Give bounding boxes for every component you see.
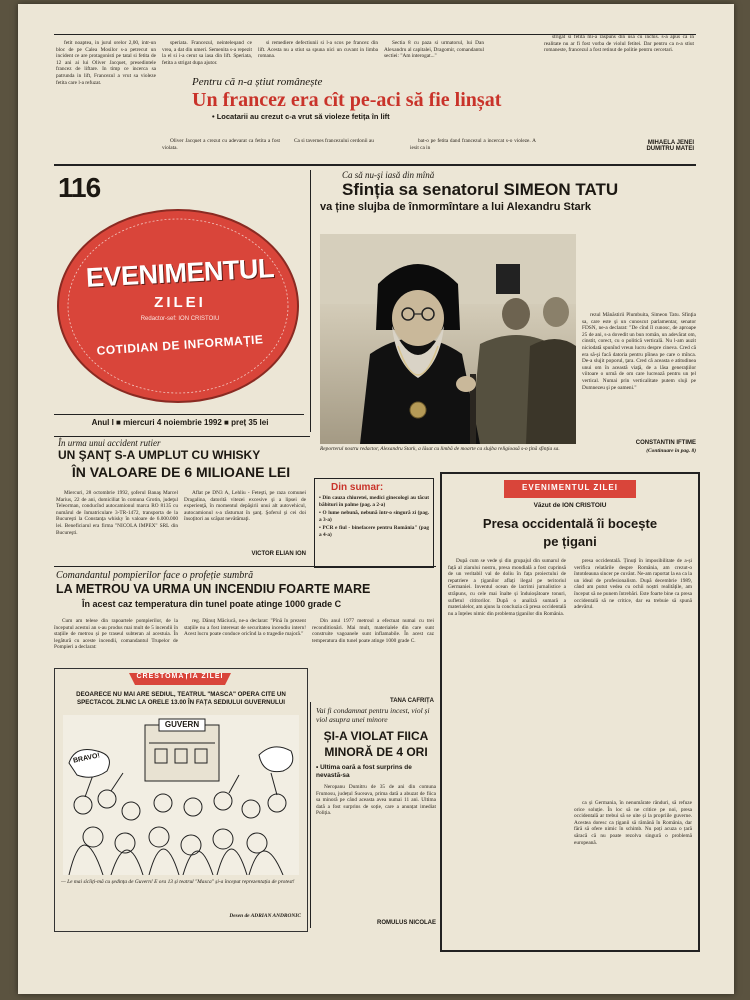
viol-body: Neropanu Dumitru de 35 de ani din comuna Frumosu, județul Suceava, prima dată a abuzat de fiica sa minoră pe când aceasta avea numai 11 ani. Ultima dată a fost surprins de soție, care a anunțat imediat Poliția. bbox=[316, 784, 436, 817]
top-col-2: speriata. Francezul, neinteleqand ce vrea, a dat din umeri. Semenita s-a repezit la el si i-a cerut sa iasa din lift. Speriata, fetita a strigat dupa ajutor. bbox=[162, 40, 252, 66]
sumar-title: Din sumar: bbox=[331, 482, 384, 493]
tatu-continued: (Continuare în pag. 8) bbox=[646, 448, 696, 454]
cartoon-text: DEOARECE NU MAI ARE SEDIUL, TEATRUL "MASCA" OPERA CITE UN SPECTACOL ZILNIC LA ORELE 13.00 ÎN FAȚA SEDIULUI GUVERNULUI bbox=[76, 691, 286, 706]
masthead-subtitle: ZILEI bbox=[154, 294, 206, 311]
metrou-byline: TANA CAFRIȚA bbox=[390, 698, 434, 704]
viol-kicker: Vai fi condamnat pentru incest, viol și viol asupra unei minore bbox=[316, 706, 430, 724]
crowd-drawing bbox=[63, 715, 299, 875]
viol-headline-2: MINORĂ DE 4 ORI bbox=[324, 745, 428, 759]
metrou-col-2: reg. Dănuț Măciucă, ne-a declarat: "Pînă în prezent stațiile nu a fost interesat de securitatea incendiu intern! Acest lucru poate conduce oricînd la o tragedie majoră." bbox=[184, 618, 306, 638]
cartoon-sign: GUVERN bbox=[164, 720, 200, 729]
whisky-headline-1: UN ŞANŢ S-A UMPLUT CU WHISKY bbox=[58, 448, 261, 462]
top-authors bbox=[584, 140, 694, 152]
tatu-headline-1: Sfinția sa senatorul SIMEON TATU bbox=[342, 180, 619, 199]
metrou-story bbox=[54, 570, 436, 666]
viol-headline-1: ȘI-A VIOLAT FIICA bbox=[323, 729, 429, 743]
top-headline-box bbox=[162, 76, 540, 134]
whisky-kicker: În urma unui accident rutier bbox=[58, 438, 161, 448]
cristoiu-logo: EVENIMENTUL ZILEI bbox=[522, 483, 618, 492]
tatu-caption: Reporterul nostru redactor, Alexandru Stark, a lăsat cu limbă de moarte ca slujba religioasă s-o ţină sfinţia sa. bbox=[320, 446, 560, 452]
top-below-3: bat-o pe fetita dand francezul a incercat s-o violeze. A iesit ca in bbox=[410, 138, 536, 151]
whisky-byline: VICTOR ELIAN ION bbox=[251, 551, 306, 557]
priest-figure bbox=[320, 234, 576, 444]
masthead-dateline: Anul I ■ miercuri 4 noiembrie 1992 ■ preț 35 lei bbox=[91, 418, 269, 427]
tatu-headline-2: va ține slujba de înmormîntare a lui Alexandru Stark bbox=[320, 201, 592, 213]
masthead bbox=[54, 170, 306, 432]
viol-bullet: • Ultima oară a fost surprins de nevastă-sa bbox=[316, 764, 412, 779]
whisky-story bbox=[54, 438, 308, 556]
cartoon-caption: — Le mai sîcîiți-mă cu ședința de Guvern! E ora 13 și teatrul "Masca" și-a început reprezentația de protest! bbox=[61, 879, 295, 885]
metrou-kicker: Comandantul pompierilor face o profeție sumbră bbox=[56, 570, 254, 581]
viol-story bbox=[316, 706, 436, 928]
cristoiu-col-1: După cum se vede și din grupajul din sumarul de față al ziarului nostru, presa mondială a fost cuprinsă de un veritabil val de doliu în fața proiectului de repatriere a țiganilor aflați ilegal pe teritoriul Germaniei. Inventul ocean de lacrimi jurnalistice a străpuns, cu cele mai înalte și înduioșătoare tonuri, sufletul cititorilor. După o analiză sumară a materialelor, am ajuns la concluzia că presa occidentală nu a înțeles nimic din problema țiganilor din România. bbox=[448, 558, 566, 617]
author-2: DUMITRU MATEI bbox=[646, 146, 694, 152]
sumar-box bbox=[314, 478, 434, 568]
cristoiu-headline-1: Presa occidentală îi bocește bbox=[482, 516, 658, 531]
cartoon-drawing bbox=[63, 715, 299, 875]
top-col-1: fetit noaptea, in jurul orelor 2,00, intr-un bloc de pe Calea Mosilor s-a petrecut un incident ce are protagonisti pe tatal si fetita de 12 ani ai lui Oliver Jacquet, presedintele francez de liftare. In timp ce incerca sa patrunda in lift, Francezul a vrut sa violeze fetita care l-a refuzat. bbox=[56, 40, 156, 86]
tatu-kicker: Ca să nu-şi iasă din mînă bbox=[342, 170, 435, 180]
cristoiu-box bbox=[440, 472, 700, 952]
whisky-col-1: Miercuri, 28 octombrie 1992, şoferul Banaş Marcel Marius, 22 de ani, domiciliat în comuna Grotin, judeţul Teleorman, conducînd autocamionul marca RO 8135 cu numărul de înmatriculare 3-TR-1472, transporta de la Bucureşti la Constanţa whisky în valoare de 6.000.000 lei. Beneficiarul era firma "NICOLA IMPEX" SRL din Bucureşti. bbox=[56, 490, 178, 536]
cristoiu-label: Văzut de ION CRISTOIU bbox=[533, 502, 607, 509]
sumar-item-2: • O lume nebună, nebună într-o singură zi (pag. a 3-a) bbox=[319, 510, 429, 523]
metrou-col-3: Din anul 1977 metroul a efectuat numai cu trei reconditionări. Mai mult, materialele din care sunt construite vagoanele sunt inflamabile. În acest caz temperatura din tunel poate atinge 1000 grade C. bbox=[312, 618, 434, 644]
tatu-body: rezul Mănăstirii Plumbuita, Simeon Tatu. Sfinţia sa, care este şi un cunoscut parlamentar, senator FDSN, ne-a declarat: "De cînd îl cunosc, de aproape 25 de ani, s-a dovedit un bun român, un adevărat om, cinstit, corect, cu o politică verticală. Nu l-am auzit niciodată spunînd vreun lucru despre cineva. Cred că era să-şi facă datoria pentru pîinea pe care o mînca. De-a slujit poporul, ţara. Cred că aceasta e atitudinea unui om în această viaţă, de a lăsa generaţiilor viitoare o urmă de om care lucrează pentru un țel vertical. Numai prin verticalitate putem sluji pe Dumnezeu şi pe oameni." bbox=[582, 312, 696, 391]
cartoon-box bbox=[54, 668, 308, 932]
masthead-title: EVENIMENTUL bbox=[85, 253, 275, 293]
cristoiu-col-2: presa occidentală. Ținuți în imposibilitate de a-și verifica relatările despre România, am crezut-o întotdeauna sincer pe cuvânt. Ne-am raportat la ea ca la un ideal de profesionalism. După decembrie 1989, când am putut vedea cu ochii noștri realitățile, am început să ne punem întrebări. Este foarte bine ca presa occidentală să ne critice, dar ea trebuie să spună adevărul. bbox=[574, 558, 692, 611]
viol-byline: ROMULUS NICOLAE bbox=[377, 920, 436, 926]
top-below-1: Oliver Jacquet a crezut cu adevarat ca fetita a fost violata. bbox=[162, 138, 280, 151]
metrou-col-1: Cum am telese din rapoartele pompierilor, de la începutul acestui an s-au produs mai mult de 5 incendii în stațiile de metrou și pe traseul subteran al acestuia. În legătură cu aceste incendii, comandantul Trupelor de Pompieri a declarat: bbox=[54, 618, 178, 651]
metrou-headline: LA METROU VA URMA UN INCENDIU FOARTE MARE bbox=[56, 582, 371, 596]
top-headline: Un francez era cît pe-aci să fie linșat bbox=[192, 89, 502, 111]
metrou-deck: În acest caz temperatura din tunel poate atinge 1000 grade C bbox=[82, 599, 342, 609]
masthead-editor: Redactor-sef: ION CRISTOIU bbox=[140, 316, 220, 322]
top-story bbox=[54, 34, 696, 158]
newspaper-page bbox=[18, 4, 734, 994]
cartoon-logo: CRESTOMAȚIA ZILEI bbox=[136, 673, 224, 680]
top-kicker: Pentru că n-a știut românește bbox=[192, 76, 323, 88]
whisky-headline-2: ÎN VALOARE DE 6 MILIOANE LEI bbox=[71, 464, 291, 480]
cristoiu-headline-2: pe țigani bbox=[543, 534, 597, 549]
cartoon-bravo: BRAVO! bbox=[72, 752, 101, 765]
top-col-3: si remediere defectiunii si l-a scos pe francez din lift. Acesta nu a stiut sa spuna nici un cuvant in limba romana. bbox=[258, 40, 378, 60]
top-col-5: strigat si fetita mi-a raspuns din usa cu inchis. s-a apus ca in realitate nu ar fi fost vorba de violul fetitei. Dar pentru ca n-a stiut romaneste, francezul a fost retinut de politie pentru cercetari. bbox=[544, 34, 694, 54]
whisky-col-2: Aflat pe DN3 A, Lehliu - Feteşti, pe raza comunei Dragalina, datorită vitezei excesive şi a lipsei de experienţă, în momentul depăşirii unui alt autovehicul, autocamionul s-a răsturnat în şanţ. Şoferul şi cei doi însoţitori au scăpat nevătămaţi. bbox=[184, 490, 306, 523]
priest-photo bbox=[320, 234, 576, 444]
top-below-2: Ca si tavernes francezului cerdonii au bbox=[294, 138, 374, 144]
sumar-item-1: • Din cauza chiuretei, medici ginecologi au tăcut băbituri în palme (pag. a 2-a) bbox=[319, 495, 429, 508]
top-bullet: • Locatarii au crezut c-a vrut să violeze fetița în lift bbox=[212, 112, 390, 121]
cartoon-credit: Desen de ADRIAN ANDRONIC bbox=[229, 913, 301, 919]
masthead-tagline: COTIDIAN DE INFORMAȚIE bbox=[96, 332, 264, 358]
top-col-4: Sectia 8 cu paza si urmatorul, lui Dan Alexandru al capitalei, Dragomir, comandantul sectiei: "Am interogat..." bbox=[384, 40, 484, 60]
tatu-byline: CONSTANTIN IFTIME bbox=[635, 440, 696, 446]
cristoiu-col-3: ca și Germania, în nenumărate rânduri, să refuze orice soluție. În loc să ne critice pe noi, presa occidentală ar trebui să se uite și la propriile guverne. Acestea doresc ca țiganii să rămână în România, dar fără să ofere nimic în schimb. Nu poți acuza o țară săracă că nu poate rezolva singură o problemă europeană. bbox=[574, 800, 692, 846]
author-1: MIHAELA JENEI bbox=[647, 140, 694, 146]
sumar-item-3: • PCR e fiul - binefacere pentru România" (pag a 4-a) bbox=[319, 525, 429, 538]
issue-number: 116 bbox=[58, 172, 101, 203]
